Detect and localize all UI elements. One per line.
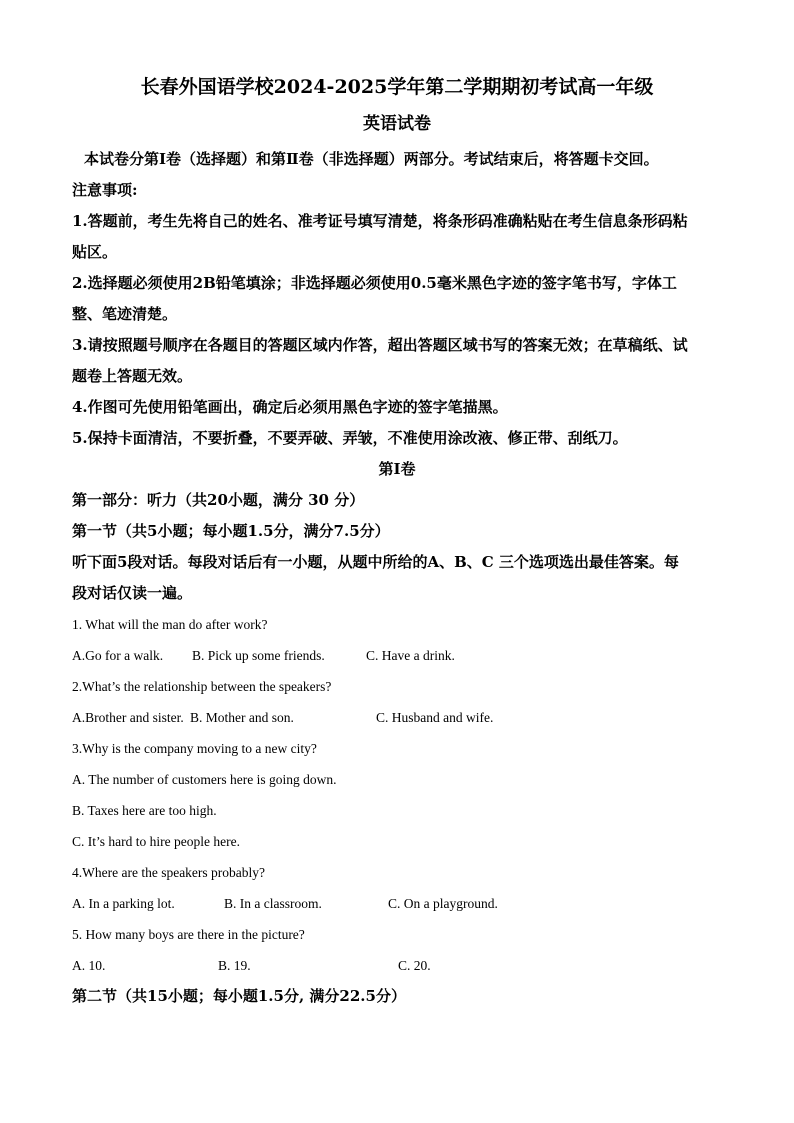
question-3-option-b: B. Taxes here are too high. xyxy=(72,803,217,818)
question-3-stem: 3.Why is the company moving to a new city? xyxy=(72,741,317,756)
question-5-option-c: C. 20. xyxy=(398,958,431,973)
question-1-option-a: A.Go for a walk. xyxy=(72,648,164,663)
question-2-option-b: B. Mother and son. xyxy=(190,710,294,725)
notice-item-3-cont: 题卷上答题无效。 xyxy=(72,367,193,385)
page-subtitle: 英语试卷 xyxy=(363,114,431,134)
notice-item-1-cont: 贴区。 xyxy=(72,243,118,261)
question-2-option-a: A.Brother and sister. xyxy=(72,710,184,725)
exam-page xyxy=(72,70,722,1012)
notice-heading: 注意事项: xyxy=(72,181,138,199)
notice-item-1: 1.答题前，考生先将自己的姓名、准考证号填写清楚，将条形码准确粘贴在考生信息条形码粘 xyxy=(72,212,688,230)
notice-item-3: 3.请按照题号顺序在各题目的答题区域内作答，超出答题区域书写的答案无效；在草稿纸、试 xyxy=(72,336,688,354)
instructions-line-1: 听下面5段对话。每段对话后有一小题，从题中所给的A、B、C 三个选项选出最佳答案。每 xyxy=(72,553,679,571)
notice-item-5: 5.保持卡面清洁，不要折叠，不要弄破、弄皱，不准使用涂改液、修正带、刮纸刀。 xyxy=(72,429,628,447)
section1-heading: 第一节（共5小题；每小题1.5分，满分7.5分） xyxy=(72,522,390,540)
section2-heading: 第二节（共15小题；每小题1.5分, 满分22.5分） xyxy=(72,987,406,1005)
question-5-options xyxy=(72,950,722,981)
volume-label: 第Ⅰ卷 xyxy=(378,460,416,478)
notice-item-2-cont: 整、笔迹清楚。 xyxy=(72,305,178,323)
question-1-option-b: B. Pick up some friends. xyxy=(192,648,325,663)
question-4-option-c: C. On a playground. xyxy=(388,896,498,911)
instructions-line-2: 段对话仅读一遍。 xyxy=(72,584,193,602)
question-4-option-b: B. In a classroom. xyxy=(224,896,322,911)
question-5-option-b: B. 19. xyxy=(218,958,251,973)
question-5-option-a: A. 10. xyxy=(72,958,106,973)
page-title: 长春外国语学校2024-2025学年第二学期期初考试高一年级 xyxy=(140,76,654,98)
notice-item-4: 4.作图可先使用铅笔画出，确定后必须用黑色字迹的签字笔描黑。 xyxy=(72,398,508,416)
notice-item-2: 2.选择题必须使用2B铅笔填涂；非选择题必须使用0.5毫米黑色字迹的签字笔书写，字体工 xyxy=(72,274,677,292)
question-4-stem: 4.Where are the speakers probably? xyxy=(72,865,266,880)
question-2-option-c: C. Husband and wife. xyxy=(376,710,494,725)
intro-text: 本试卷分第Ⅰ卷（选择题）和第Ⅱ卷（非选择题）两部分。考试结束后，将答题卡交回。 xyxy=(84,150,659,168)
question-2-options xyxy=(72,702,722,733)
question-1-options xyxy=(72,640,722,671)
question-1-stem: 1. What will the man do after work? xyxy=(72,617,268,632)
question-4-options xyxy=(72,888,722,919)
question-4-option-a: A. In a parking lot. xyxy=(72,896,175,911)
question-1-option-c: C. Have a drink. xyxy=(366,648,455,663)
question-5-stem: 5. How many boys are there in the picture? xyxy=(72,927,305,942)
question-3-option-c: C. It’s hard to hire people here. xyxy=(72,834,240,849)
part1-heading: 第一部分：听力（共20小题，满分 30 分） xyxy=(72,491,365,509)
question-3-option-a: A. The number of customers here is going down. xyxy=(72,772,337,787)
question-2-stem: 2.What’s the relationship between the speakers? xyxy=(72,679,332,694)
